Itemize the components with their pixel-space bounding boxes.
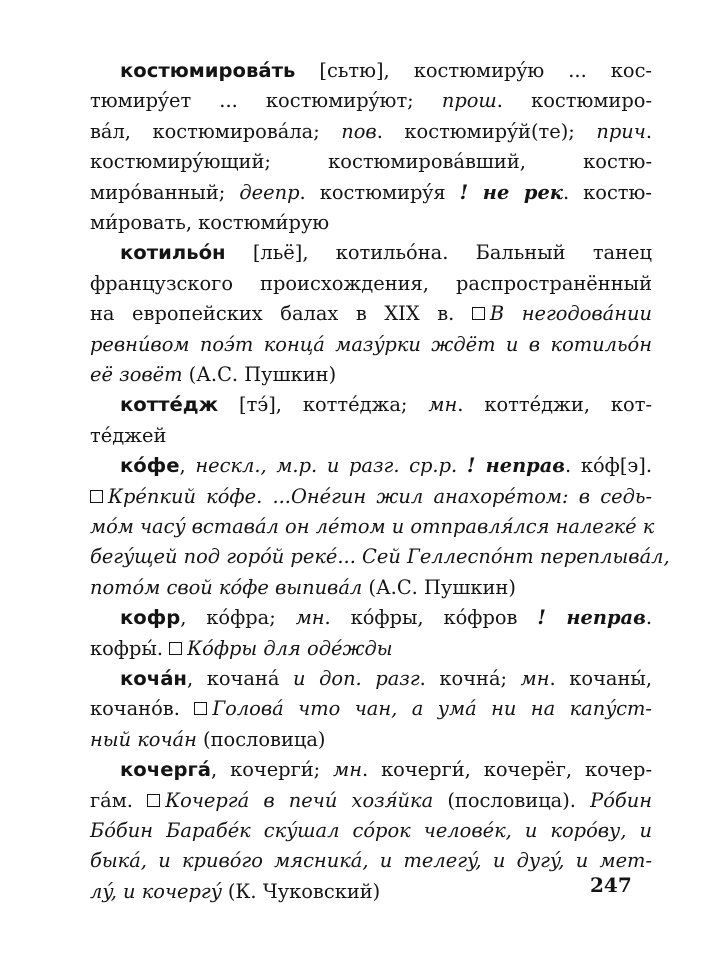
headword: кóфе <box>120 454 180 478</box>
text: гáм. <box>90 788 148 812</box>
italic-text: мн <box>333 758 362 782</box>
italic-text: мóм часý вставáл он лéтом и отправля́лся налегкé к <box>90 515 655 538</box>
text: (К. Чуковский) <box>221 879 381 903</box>
italic-text: нескл., м.р. и разг. ср.р. <box>195 454 458 478</box>
text-line <box>120 390 652 420</box>
example-marker-icon <box>90 490 103 503</box>
text-line <box>90 269 652 299</box>
text: , кочанá <box>186 667 294 690</box>
text: [сьтю], костюмирýю ... кос- <box>295 59 652 82</box>
text-line <box>90 147 652 177</box>
italic-text: и доп. разг <box>293 667 420 690</box>
italic-text: ревни́вом поэ́т концá мазýрки ждёт и в котильóн <box>90 332 652 356</box>
italic-text: деепр <box>239 180 300 204</box>
usage-note: ! неправ <box>537 606 646 630</box>
text: мирóванный; <box>90 180 240 204</box>
text-line <box>90 725 652 755</box>
text: (пословица). <box>433 788 591 812</box>
italic-text: Кóфры для одéжды <box>187 636 393 660</box>
text: , кóфра; <box>180 606 296 630</box>
italic-text: быкá, и кривóго мясникá, и телегý, и дугý, и мет- <box>90 849 652 873</box>
text: тéджей <box>90 423 167 447</box>
italic-text: ный кочáн <box>90 727 197 751</box>
text-line <box>90 117 652 147</box>
italic-text: мн <box>295 606 325 630</box>
text: . костюмиро- <box>496 89 652 113</box>
headword: кочáн <box>120 667 187 690</box>
text: , кочерги́; <box>211 758 334 782</box>
italic-text: бегýщей под горóй рекé... Сей Геллеспóнт переплывáл, <box>90 545 670 569</box>
text: , <box>179 454 196 478</box>
headword: костюмировáть <box>120 59 296 82</box>
text-line <box>90 846 652 876</box>
text: . <box>645 606 652 630</box>
text-line <box>90 634 652 664</box>
page-number: 247 <box>590 873 632 897</box>
text-line <box>90 542 670 572</box>
text-line <box>90 816 652 846</box>
text: . кочерги́, кочерёг, кочер- <box>361 758 652 782</box>
text-line <box>90 86 652 116</box>
example-marker-icon <box>194 702 207 715</box>
text: на европейских балах в XIX в. <box>90 302 472 326</box>
text-line <box>90 482 652 512</box>
text-line <box>120 238 652 268</box>
text: (А.С. Пушкин) <box>182 363 337 386</box>
italic-text: её зовёт <box>90 363 183 386</box>
text-line <box>120 56 652 86</box>
headword: кофр <box>120 606 181 630</box>
text: французского происхождения, распространённый <box>90 271 652 295</box>
text: . костюмирýя <box>299 180 460 204</box>
text: . костюмирýй(те); <box>376 119 597 143</box>
text-line <box>90 573 652 603</box>
italic-text: мн <box>428 393 458 417</box>
text: кофры́. <box>90 636 170 660</box>
italic-text: прош <box>441 89 497 113</box>
text: [льё], котильóна. Бальный танец <box>225 241 652 265</box>
text-line <box>90 360 652 390</box>
text-line <box>90 330 652 360</box>
text: . кочаны́, <box>549 667 652 690</box>
italic-text: Крéпкий кóфе. ...Онéгин жил анахорéтом: в седь- <box>108 484 652 508</box>
text-line <box>120 603 652 633</box>
usage-note: ! неправ <box>466 454 566 478</box>
text: . кóф[э]. <box>565 454 652 478</box>
text: (А.С. Пушкин) <box>362 575 516 599</box>
text-line <box>90 512 655 542</box>
italic-text: потóм свой кóфе выпивáл <box>90 575 363 599</box>
text: кочанóв. <box>90 697 195 721</box>
text <box>457 454 467 477</box>
text: . коттéджи, кот- <box>457 393 653 417</box>
example-marker-icon <box>472 307 485 320</box>
text: [тэ́], коттéджа; <box>218 393 429 417</box>
headword: кочергá <box>120 758 211 782</box>
text: . <box>645 119 652 143</box>
italic-text: мн <box>520 667 550 690</box>
italic-text: пов <box>341 119 377 143</box>
text: вáл, костюмировáла; <box>90 119 342 143</box>
italic-text: Бóбин Барабéк скýшал сóрок человéк, и корóву, и <box>90 819 652 842</box>
italic-text: Рóбин <box>590 788 652 812</box>
italic-text: Головá что чан, а умá ни на капýст- <box>212 697 652 721</box>
headword: котильóн <box>120 241 226 265</box>
text-line <box>90 694 652 724</box>
text-line <box>90 299 652 329</box>
italic-text: прич <box>596 119 646 143</box>
italic-text: В негодовáнии <box>489 302 652 326</box>
text: . кóфры, кóфров <box>324 606 538 630</box>
text: костюмирýющий; костюмировáвший, костю- <box>90 150 652 174</box>
text: . костю- <box>562 180 652 204</box>
italic-text: лý, и кочергý <box>90 879 222 903</box>
text-line <box>90 421 652 451</box>
headword: коттéдж <box>120 393 219 417</box>
text-line <box>120 755 652 785</box>
italic-text: Кочергá в печи́ хозя́йка <box>165 788 434 812</box>
text-line <box>120 664 652 694</box>
usage-note: ! не рек <box>459 180 563 204</box>
text-line <box>90 786 652 816</box>
example-marker-icon <box>147 794 160 807</box>
text: тюмирýет ... костюмирýют; <box>90 89 442 113</box>
text: (пословица) <box>196 727 326 751</box>
example-marker-icon <box>169 642 182 655</box>
text: ми́ровать, костюми́рую <box>90 211 330 234</box>
text-line <box>90 208 652 238</box>
text-line <box>90 877 652 907</box>
text-line <box>120 451 652 481</box>
text: . кочнá; <box>419 667 521 690</box>
text-line <box>90 178 652 208</box>
